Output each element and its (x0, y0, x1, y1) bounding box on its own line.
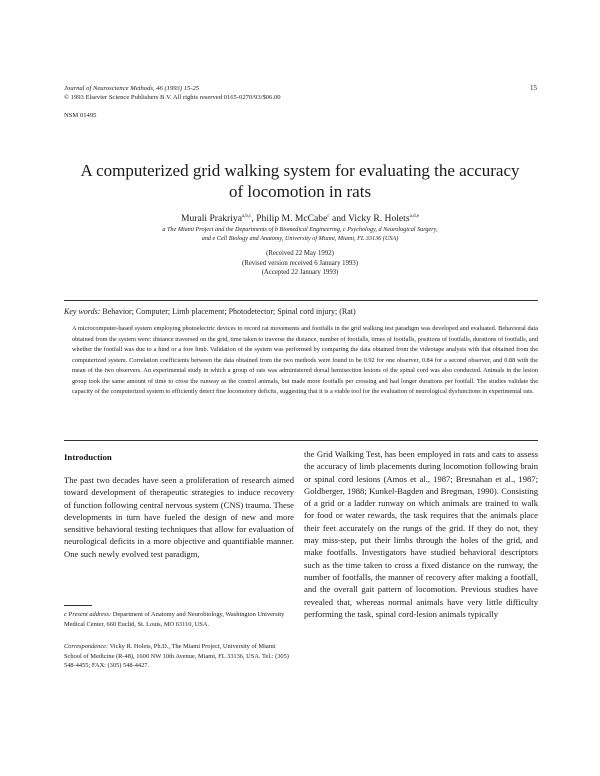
title-line: A computerized grid walking system for evaluating the accuracy (80, 161, 520, 180)
revised-date: (Revised version received 6 January 1993) (241, 259, 359, 267)
paper-title (50, 160, 550, 202)
footnote-text: Department of Anatomy and Neurobiology, Washington University Medical Center, 660 Euclid, St. Louis, MO 63110, USA. (64, 611, 285, 628)
footnote-rule (64, 605, 92, 606)
submission-dates (50, 249, 550, 278)
intro-paragraph-right: the Grid Walking Test, has been employed in rats and cats to assess the accuracy of limb placements during locomotion following brain or spinal cord lesions (Amos et al., 1987; Bresnahan et al., 1987; Goldberger, 1988; Kunkel-Bagden and Bregman, 1990). Consisting of a grid or a ladder runway on which animals are trained to walk for food or water rewards, the task requires that the animals place their feet accurately on the rungs of the grid. If they do not, they may miss-step, put their limbs through the holes of the grid, and make footfalls. Investigators have studied behavioral descriptors such as the time taken to cross a fixed distance on the runway, the number of footfalls, the manner of recovery after making a footfall, and the overall gait pattern of locomotion. Previous studies have revealed that, whereas normal animals have very little difficulty performing the task, spinal cord-lesion animals typically (304, 449, 538, 619)
author-list (50, 213, 550, 224)
author-affiliation-marker: a,b,c (241, 213, 252, 219)
affiliation-line: a The Miami Project and the Departments of b Biomedical Engineering, c Psychology, d Neurological Surgery, (162, 226, 438, 233)
keywords-text: Behavior; Computer; Limb placement; Photodetector; Spinal cord injury; (Rat) (102, 307, 356, 316)
abstract: A microcomputer-based system employing photoelectric devices to record rat movements and footfalls in the grid walking test paradigm was developed and evaluated. Behavioral data obtained from the system were: distance traversed on the grid, time taken to traverse the distance, number of footfalls, times of footfalls, positions of footfalls, durations of footfalls, and whether the footfall was due to a hind or a fore limb. Validation of the system was performed by comparing the data obtained from the videotape analysis with that obtained from the computerized system. Correlation coefficients between the data obtained from the two methods were found to be 0.92 for one observer, 0.84 for a second observer, and 0.88 with the mean of the two observers. An experimental study in which a group of rats was administered dorsal hemisection lesions of the spinal cord was also conducted. Animals in the lesion group took the same amount of time to cross the runway as the control animals, but made more footfalls per crossing and had longer durations per footfall. The studies validate the capacity of the computerized system to efficiently detect fine locomotory deficits, suggesting that it is a viable tool for the evaluation of neurological dysfunctions in experimental rats. (72, 325, 538, 395)
journal-header (64, 84, 281, 102)
affiliations (70, 225, 530, 243)
manuscript-id: NSM 01495 (64, 112, 97, 119)
footnote-label: Correspondence: (64, 643, 109, 650)
author-name: Murali Prakriya (180, 213, 242, 224)
footnote-label: c Present address: (64, 611, 112, 618)
title-line: of locomotion in rats (228, 182, 372, 201)
divider (64, 300, 538, 301)
keywords (64, 307, 356, 316)
author-affiliation-marker: c (327, 213, 330, 219)
author-affiliation-marker: a,d,e (409, 213, 420, 219)
author-name: and Vicky R. Holets (329, 213, 410, 224)
received-date: (Received 22 May 1992) (266, 250, 334, 257)
divider (64, 440, 538, 441)
footnote-text: Vicky R. Holets, Ph.D., The Miami Project, University of Miami School of Medicine (R-48), 1600 NW 10th Avenue, Miami, FL 33136, USA. Tel.: (305) 548-4455; FAX: (305) 548-4427. (64, 643, 289, 669)
accepted-date: (Accepted 22 January 1993) (261, 269, 339, 276)
section-heading: Introduction (64, 452, 112, 462)
footnote-present-address (64, 610, 294, 629)
copyright-line: © 1993 Elsevier Science Publishers B.V. All rights reserved 0165-0270/93/$06.00 (64, 94, 281, 101)
footnote-correspondence (64, 642, 294, 671)
author-name: , Philip M. McCabe (251, 213, 328, 224)
journal-citation: Journal of Neuroscience Methods, 46 (1993) 15-25 (64, 85, 200, 92)
intro-paragraph-left: The past two decades have seen a proliferation of research aimed toward development of therapeutic strategies to induce recovery of function following central nervous system (CNS) trauma. These developments in turn have fueled the design of new and more sensitive behavioral testing techniques that allow for evaluation of neurological deficits in a more objective and quantifiable manner. One such newly evolved test paradigm, (64, 475, 294, 559)
page-number: 15 (530, 84, 537, 92)
keywords-label: Key words: (64, 307, 101, 316)
affiliation-line: and e Cell Biology and Anatomy, University of Miami, Miami, FL 33136 (USA) (201, 235, 399, 242)
